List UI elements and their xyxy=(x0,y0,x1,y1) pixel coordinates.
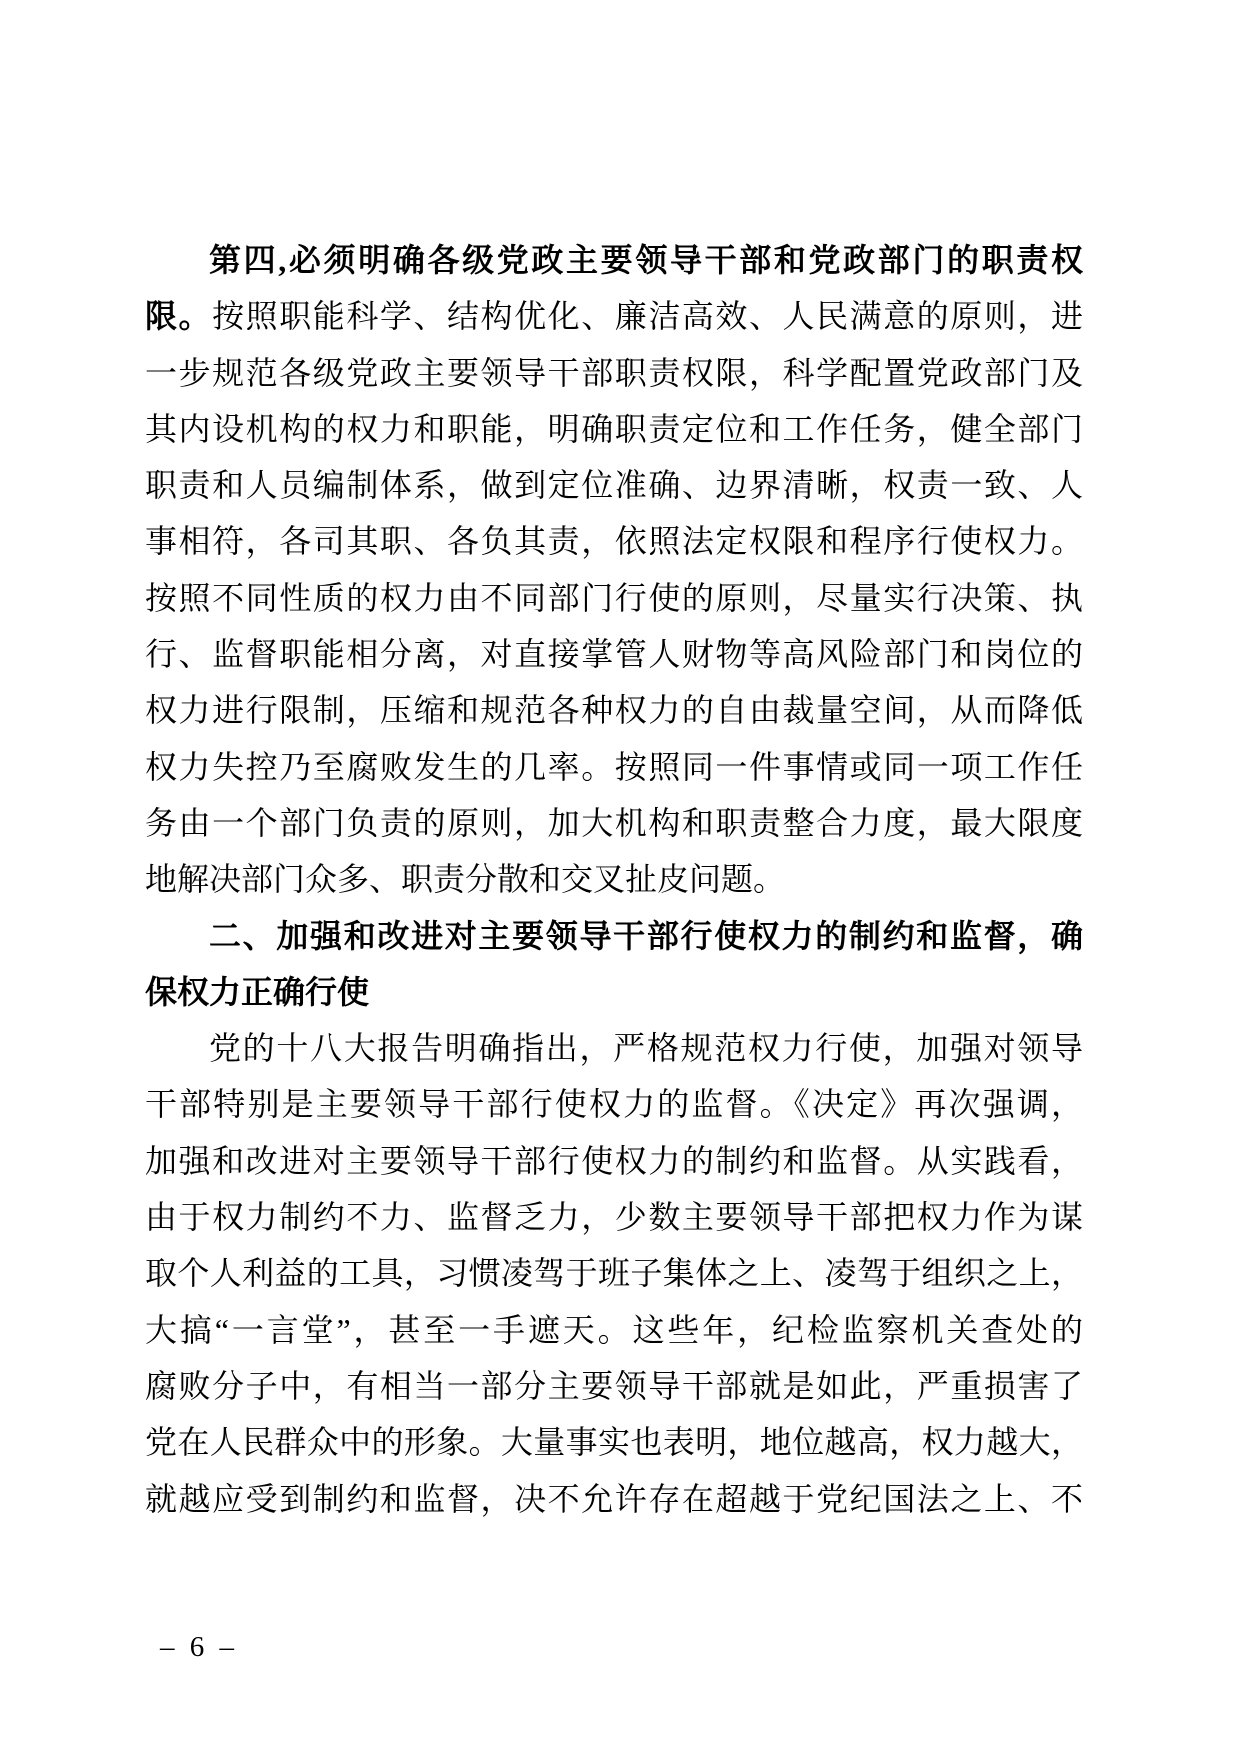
para1-line-7: 按照不同性质的权力由不同部门行使的原则，尽量实行决策、执 xyxy=(145,579,1083,616)
para2-line-2: 干部特别是主要领导干部行使权力的监督。《决定》再次强调， xyxy=(145,1086,1083,1123)
para1-line-2 xyxy=(145,288,1083,344)
para2-line-3: 加强和改进对主要领导干部行使权力的制约和监督。从实践看， xyxy=(145,1142,1083,1179)
para2-line-5: 取个人利益的工具，习惯凌驾于班子集体之上、凌驾于组织之上， xyxy=(145,1255,1083,1292)
page-number: – 6 – xyxy=(160,1631,238,1663)
para1-line-4: 其内设机构的权力和职能，明确职责定位和工作任务，健全部门 xyxy=(145,410,1083,447)
para1-line-5: 职责和人员编制体系，做到定位准确、边界清晰，权责一致、人 xyxy=(145,467,1083,504)
section2-heading-line-2: 保权力正确行使 xyxy=(145,973,370,1010)
para1-bold-lead-continuation: 限。 xyxy=(145,298,213,335)
para2-line-9: 就越应受到制约和监督，决不允许存在超越于党纪国法之上、不 xyxy=(145,1480,1083,1517)
para2-line-6: 大搞“一言堂”，甚至一手遮天。这些年，纪检监察机关查处的 xyxy=(145,1311,1083,1348)
para1-line-1: 第四,必须明确各级党政主要领导干部和党政部门的职责权 xyxy=(209,242,1083,278)
para1-line-9: 权力进行限制，压缩和规范各种权力的自由裁量空间，从而降低 xyxy=(145,692,1083,729)
para2-line-7: 腐败分子中，有相当一部分主要领导干部就是如此，严重损害了 xyxy=(145,1367,1083,1404)
section2-heading-line-1: 二、加强和改进对主要领导干部行使权力的制约和监督，确 xyxy=(209,917,1083,954)
para1-line-2-text: 按照职能科学、结构优化、廉洁高效、人民满意的原则，进 xyxy=(212,298,1083,335)
para2-line-8: 党在人民群众中的形象。大量事实也表明，地位越高，权力越大， xyxy=(145,1424,1083,1461)
para1-line-8: 行、监督职能相分离，对直接掌管人财物等高风险部门和岗位的 xyxy=(145,636,1083,673)
para1-line-10: 权力失控乃至腐败发生的几率。按照同一件事情或同一项工作任 xyxy=(145,748,1083,785)
document-body xyxy=(145,232,1083,1527)
para1-line-12: 地解决部门众多、职责分散和交叉扯皮问题。 xyxy=(145,861,786,898)
para1-line-3: 一步规范各级党政主要领导干部职责权限，科学配置党政部门及 xyxy=(145,354,1083,391)
para1-line-6: 事相符，各司其职、各负其责，依照法定权限和程序行使权力。 xyxy=(145,523,1083,560)
para2-line-4: 由于权力制约不力、监督乏力，少数主要领导干部把权力作为谋 xyxy=(145,1199,1083,1236)
para2-line-1: 党的十八大报告明确指出，严格规范权力行使，加强对领导 xyxy=(209,1030,1083,1067)
para1-line-11: 务由一个部门负责的原则，加大机构和职责整合力度，最大限度 xyxy=(145,804,1083,841)
